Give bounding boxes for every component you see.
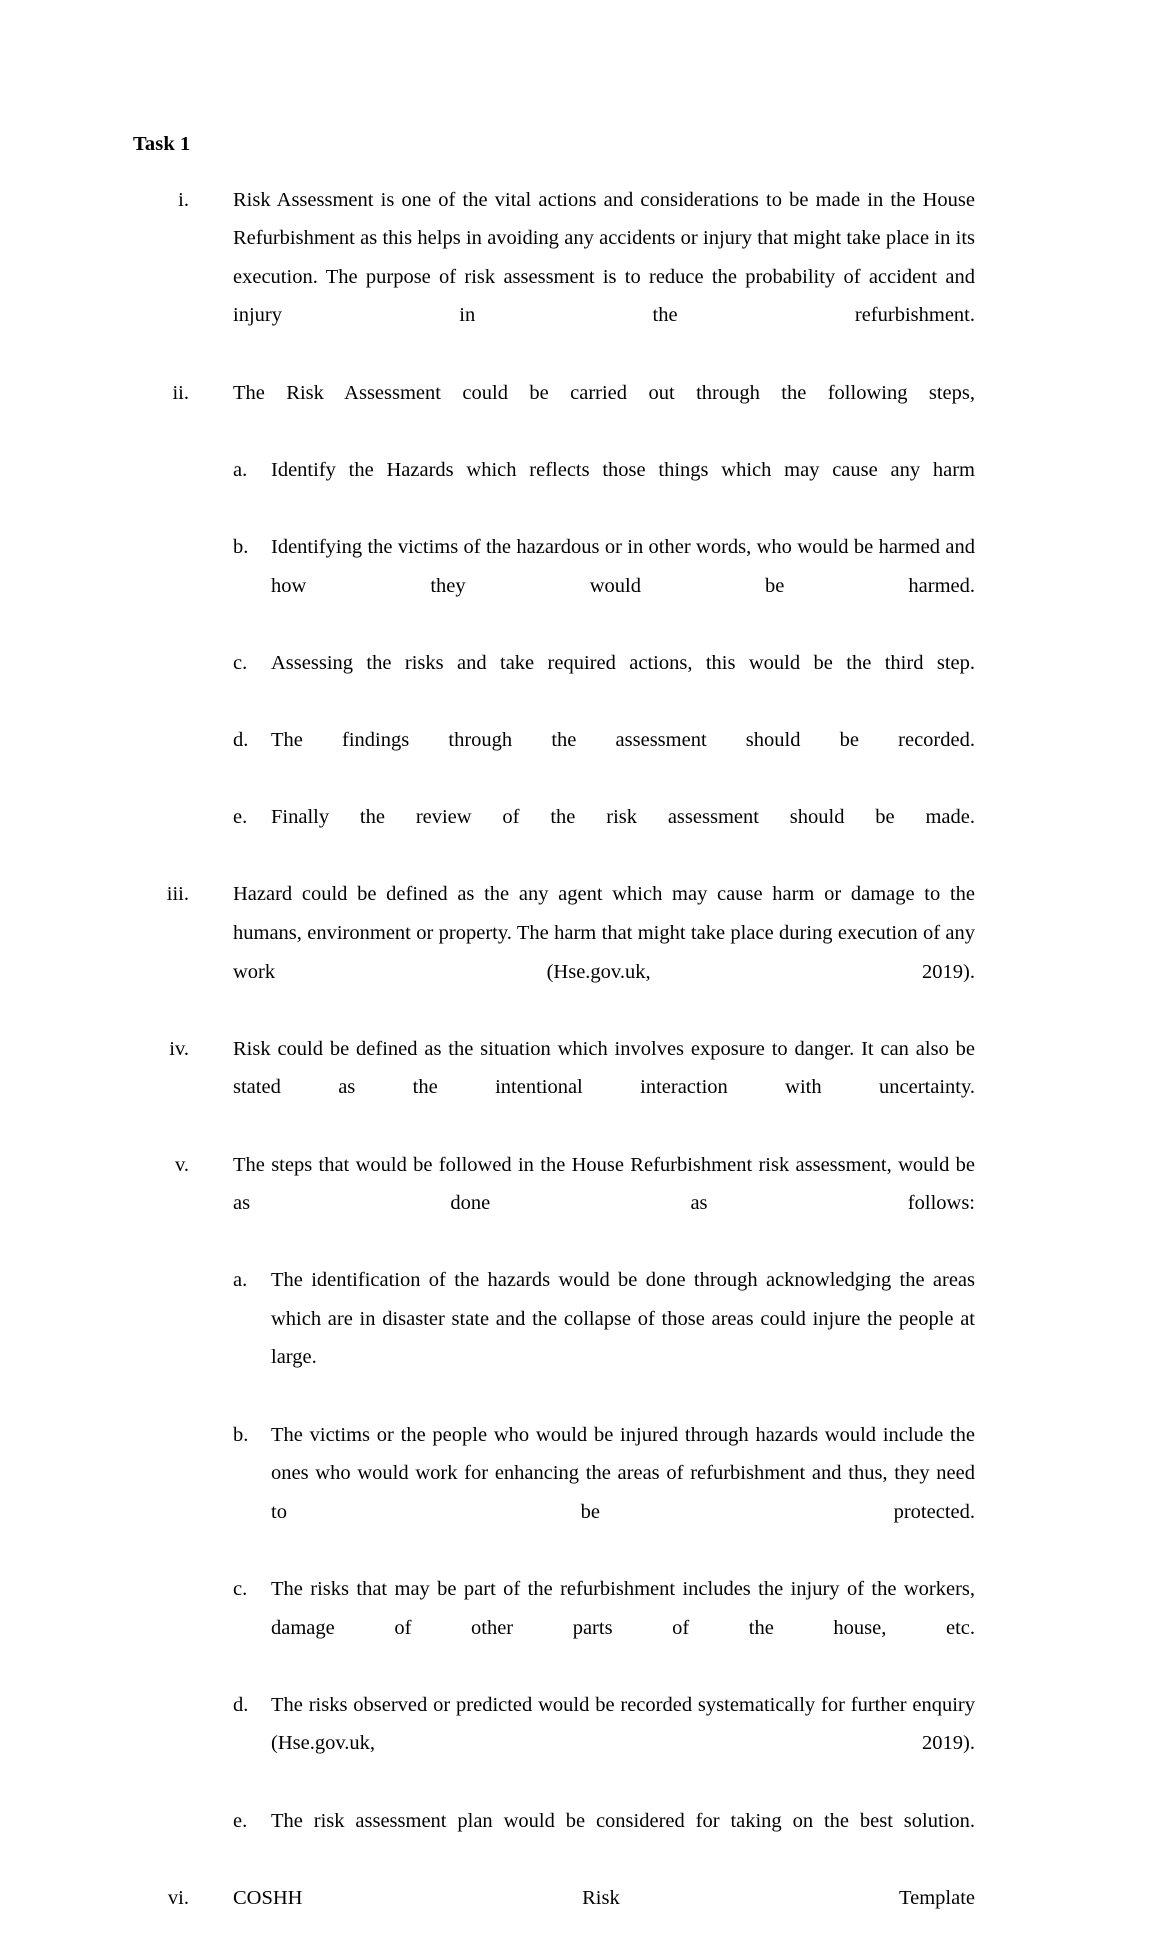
list-item-body (233, 1879, 975, 1956)
sublist-item-marker: e. (233, 1809, 248, 1832)
list-item-text: Hazard could be defined as the any agent which may cause harm or damage to the humans, environment or property. The harm that might take place during execution of any work (Hse.gov.uk, 2019). (233, 883, 975, 983)
sublist-item-body (271, 528, 975, 644)
list-item-marker: i. (178, 188, 189, 211)
numbered-list-roman (133, 181, 975, 1956)
sublist-item-body (271, 721, 975, 798)
sublist-item-marker: a. (233, 1269, 248, 1292)
sublist-item-marker: d. (233, 728, 249, 751)
sublist-item-text: The risks observed or predicted would be recorded systematically for further enquiry (Hse.gov.uk, 2019). (271, 1693, 975, 1755)
list-item-text: Risk Assessment is one of the vital actions and considerations to be made in the House Refurbishment as this helps in avoiding any accidents or injury that might take place in its execution. The purpose of risk assessment is to reduce the probability of accident and injury in the refurbishment. (233, 188, 975, 327)
list-item (133, 1879, 975, 1956)
sublist-item-marker: b. (233, 1423, 249, 1446)
sublist-item (233, 528, 975, 644)
sublist-item (233, 451, 975, 528)
list-item (133, 374, 975, 876)
page-title: Task 1 (133, 133, 191, 155)
list-item-marker: iv. (169, 1037, 189, 1060)
sublist-item-body (271, 644, 975, 721)
list-item (133, 1146, 975, 1879)
sublist-item-text: Finally the review of the risk assessment should be made. (271, 806, 975, 829)
list-item-body (233, 875, 975, 1029)
list-item-marker: iii. (166, 883, 189, 906)
sublist-item-marker: c. (233, 651, 248, 674)
sublist-item (233, 721, 975, 798)
sublist-item-text: The identification of the hazards would be done through acknowledging the areas which are in disaster state and the collapse of those areas could injure the people at large. (271, 1269, 975, 1369)
sublist-item (233, 1416, 975, 1570)
sublist-item-body (271, 1802, 975, 1879)
list-item-marker: v. (174, 1153, 189, 1176)
list-item-text: Risk could be defined as the situation which involves exposure to danger. It can also be stated as the intentional interaction with uncertainty. (233, 1037, 975, 1099)
sublist-item-text: The risks that may be part of the refurbishment includes the injury of the workers, damage of other parts of the house, etc. (271, 1578, 975, 1639)
sublist-wrapper (233, 1261, 975, 1879)
list-item-body (233, 1030, 975, 1146)
list-item-body (233, 374, 975, 451)
sublist-item-body (271, 1570, 975, 1686)
list-item-body (233, 1146, 975, 1262)
list-item-text: The steps that would be followed in the House Refurbishment risk assessment, would be as done as follows: (233, 1153, 975, 1215)
list-item-marker: vi. (167, 1886, 189, 1909)
list-item-body (233, 181, 975, 374)
list-item (133, 875, 975, 1029)
sublist-item-text: Assessing the risks and take required actions, this would be the third step. (271, 651, 975, 674)
sublist-item-marker: d. (233, 1693, 249, 1716)
numbered-sublist-alpha (233, 1261, 975, 1879)
sublist-item-marker: e. (233, 806, 248, 829)
sublist-item-marker: a. (233, 458, 248, 481)
sublist-item (233, 1686, 975, 1802)
sublist-item (233, 798, 975, 875)
sublist-item-text: The victims or the people who would be injured through hazards would include the ones who would work for enhancing the areas of refurbishment and thus, they need to be protected. (271, 1423, 975, 1523)
list-item-text: The Risk Assessment could be carried out through the following steps, (233, 381, 975, 404)
sublist-item-text: The findings through the assessment should be recorded. (271, 728, 975, 751)
sublist-item-text: The risk assessment plan would be considered for taking on the best solution. (271, 1809, 975, 1832)
sublist-item-body (271, 451, 975, 528)
numbered-sublist-alpha (233, 451, 975, 876)
sublist-item-marker: c. (233, 1578, 248, 1601)
sublist-item-text: Identify the Hazards which reflects those things which may cause any harm (271, 458, 975, 481)
list-item (133, 181, 975, 374)
document-content (133, 131, 975, 1956)
sublist-item (233, 1570, 975, 1686)
sublist-item (233, 1802, 975, 1879)
sublist-wrapper (233, 451, 975, 876)
sublist-item (233, 644, 975, 721)
sublist-item (233, 1261, 975, 1415)
sublist-item-body (271, 1261, 975, 1415)
sublist-item-body (271, 1416, 975, 1570)
list-item-text: COSHH Risk Template (233, 1886, 975, 1909)
list-item-marker: ii. (172, 381, 189, 404)
sublist-item-marker: b. (233, 536, 249, 559)
sublist-item-text: Identifying the victims of the hazardous or in other words, who would be harmed and how they would be harmed. (271, 536, 975, 597)
list-item (133, 1030, 975, 1146)
sublist-item-body (271, 1686, 975, 1802)
sublist-item-body (271, 798, 975, 875)
